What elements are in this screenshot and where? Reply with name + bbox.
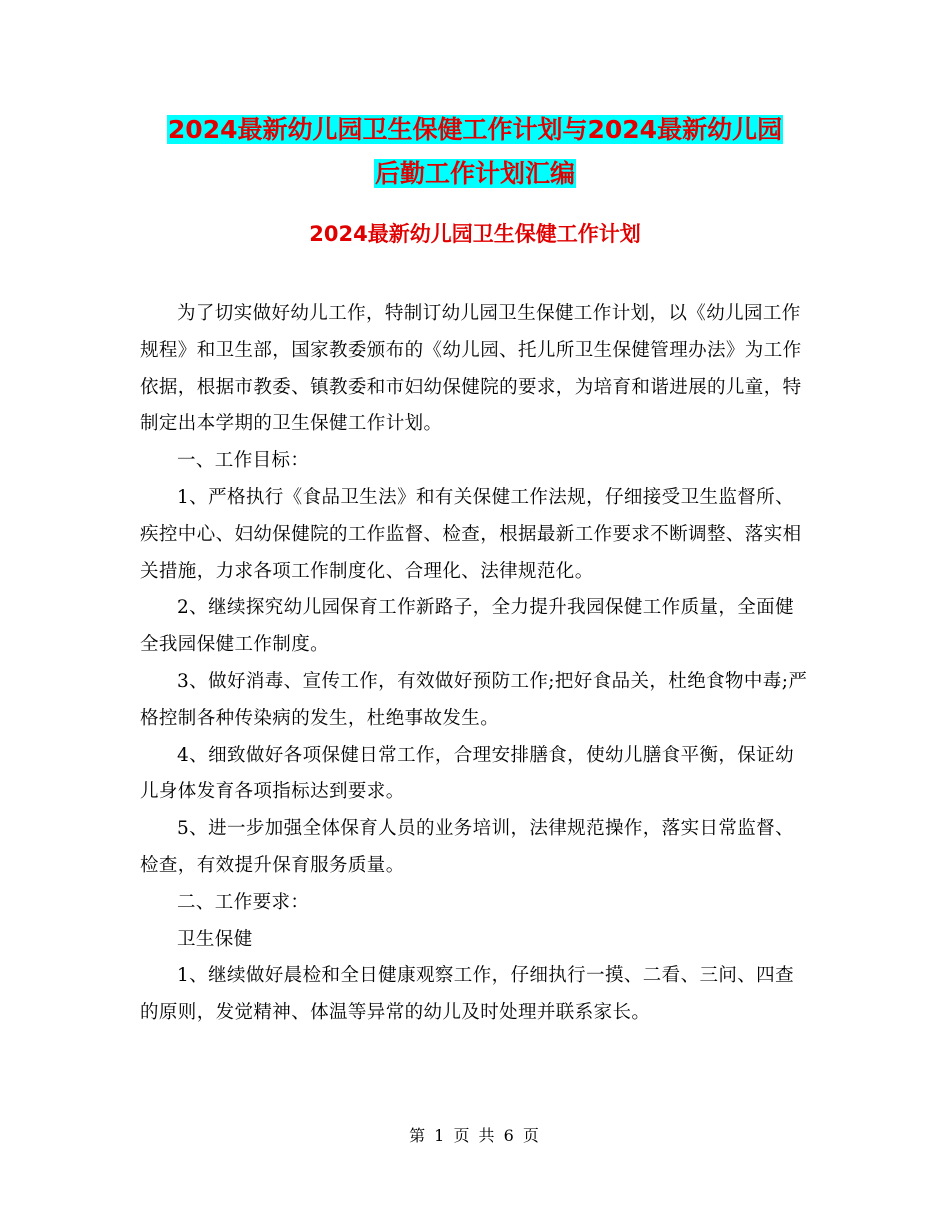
paragraph-goal-4: 4、细致做好各项保健日常工作，合理安排膳食，使幼儿膳食平衡，保证幼儿身体发育各项指标达到要求。 [140, 744, 794, 803]
heading-work-goals: 一、工作目标： [177, 450, 310, 472]
paragraph-goal-5: 5、进一步加强全体保育人员的业务培训，法律规范操作，落实日常监督、检查，有效提升保育服务质量。 [140, 818, 794, 876]
paragraph-goal-3: 3、做好消毒、宣传工作，有效做好预防工作;把好食品关，杜绝食物中毒;严格控制各种传染病的发生，杜绝事故发生。 [140, 670, 808, 729]
title-highlight: 2024最新幼儿园卫生保健工作计划与2024最新幼儿园 [167, 115, 783, 144]
document-title-line-2 [0, 157, 950, 191]
heading-work-requirements: 二、工作要求： [177, 891, 310, 913]
section-subtitle: 2024最新幼儿园卫生保健工作计划 [309, 222, 641, 246]
paragraph-intro: 为了切实做好幼儿工作，特制订幼儿园卫生保健工作计划，以《幼儿园工作规程》和卫生部，国家教委颁布的《幼儿园、托儿所卫生保健管理办法》为工作依据，根据市教委、镇教委和市妇幼保健院的要求，为培育和谐进展的儿童，特制定出本学期的卫生保健工作计划。 [140, 303, 802, 435]
paragraph-requirement-1: 1、继续做好晨检和全日健康观察工作，仔细执行一摸、二看、三问、四查的原则，发觉精神、体温等异常的幼儿及时处理并联系家长。 [140, 965, 794, 1024]
heading-health-care: 卫生保健 [177, 928, 253, 950]
paragraph-goal-2: 2、继续探究幼儿园保育工作新路子，全力提升我园保健工作质量，全面健全我园保健工作制度。 [140, 597, 794, 656]
page-footer: 第 1 页 共 6 页 [409, 1126, 541, 1145]
document-body [140, 296, 812, 1032]
document-title-line-1 [0, 113, 950, 147]
paragraph-goal-1: 1、严格执行《食品卫生法》和有关保健工作法规，仔细接受卫生监督所、疾控中心、妇幼保健院的工作监督、检查，根据最新工作要求不断调整、落实相关措施，力求各项工作制度化、合理化、法律规范化。 [140, 486, 802, 582]
title-highlight: 后勤工作计划汇编 [374, 159, 575, 188]
